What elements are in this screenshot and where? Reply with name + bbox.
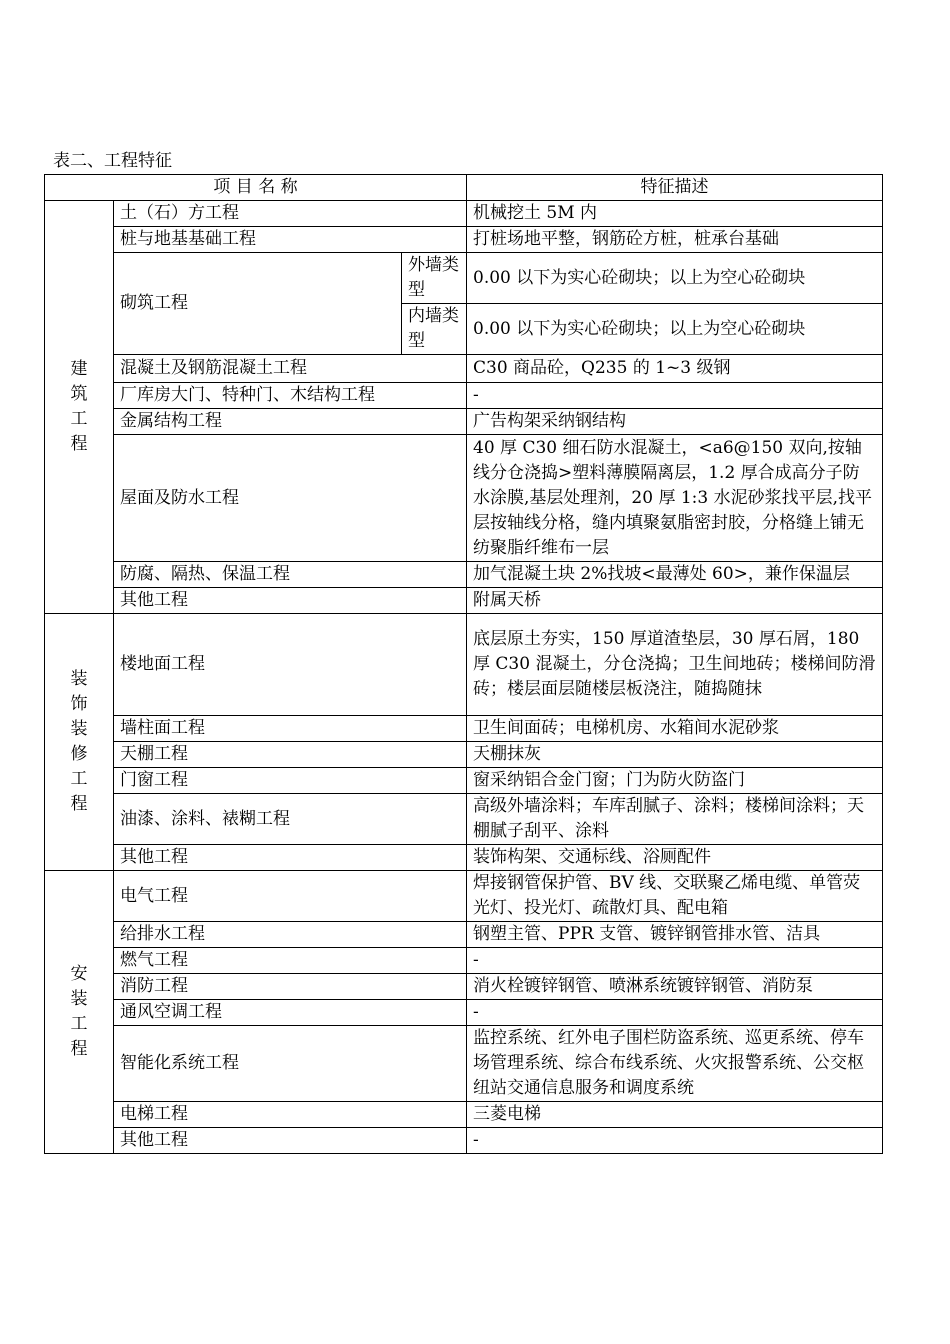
item-name: 智能化系统工程 bbox=[114, 1026, 467, 1102]
item-description: 消火栓镀锌钢管、喷淋系统镀锌钢管、消防泵 bbox=[467, 974, 883, 1000]
table-row bbox=[45, 922, 883, 948]
item-description: 加气混凝土块 2%找坡<最薄处 60>，兼作保温层 bbox=[467, 562, 883, 588]
item-name: 其他工程 bbox=[114, 1128, 467, 1154]
table-row bbox=[45, 948, 883, 974]
table-row bbox=[45, 871, 883, 922]
item-name: 墙柱面工程 bbox=[114, 716, 467, 742]
item-name: 电气工程 bbox=[114, 871, 467, 922]
sub-type-label: 内墙类型 bbox=[402, 304, 467, 355]
item-name: 金属结构工程 bbox=[114, 409, 467, 435]
item-description: 钢塑主管、PPR 支管、镀锌钢管排水管、洁具 bbox=[467, 922, 883, 948]
table-row bbox=[45, 1102, 883, 1128]
item-description: 卫生间面砖；电梯机房、水箱间水泥砂浆 bbox=[467, 716, 883, 742]
item-name: 混凝土及钢筋混凝土工程 bbox=[114, 355, 467, 383]
header-row bbox=[45, 175, 883, 201]
category-cell bbox=[45, 201, 114, 614]
table-row bbox=[45, 409, 883, 435]
table-row bbox=[45, 742, 883, 768]
item-description: 窗采纳铝合金门窗；门为防火防盗门 bbox=[467, 768, 883, 794]
item-name: 土（石）方工程 bbox=[114, 201, 467, 227]
item-description: 三菱电梯 bbox=[467, 1102, 883, 1128]
category-label: 装饰装修工程 bbox=[70, 669, 88, 814]
item-name: 屋面及防水工程 bbox=[114, 435, 467, 562]
item-description: - bbox=[467, 383, 883, 409]
table-row bbox=[45, 588, 883, 614]
item-name: 防腐、隔热、保温工程 bbox=[114, 562, 467, 588]
item-name: 消防工程 bbox=[114, 974, 467, 1000]
item-description: 高级外墙涂料；车库刮腻子、涂料；楼梯间涂料；天棚腻子刮平、涂料 bbox=[467, 794, 883, 845]
item-name: 给排水工程 bbox=[114, 922, 467, 948]
item-description: 天棚抹灰 bbox=[467, 742, 883, 768]
table-row bbox=[45, 1000, 883, 1026]
item-description: 0.00 以下为实心砼砌块；以上为空心砼砌块 bbox=[467, 253, 883, 304]
table-row bbox=[45, 768, 883, 794]
table-row bbox=[45, 435, 883, 562]
table-row bbox=[45, 201, 883, 227]
item-description: - bbox=[467, 1000, 883, 1026]
table-row bbox=[45, 1128, 883, 1154]
item-name: 燃气工程 bbox=[114, 948, 467, 974]
item-name: 电梯工程 bbox=[114, 1102, 467, 1128]
item-description: 底层原土夯实，150 厚道渣垫层，30 厚石屑，180 厚 C30 混凝土，分仓浇捣；卫生间地砖；楼梯间防滑砖；楼层面层随楼层板浇注，随捣随抹 bbox=[467, 614, 883, 716]
item-description: - bbox=[467, 948, 883, 974]
category-cell bbox=[45, 614, 114, 871]
category-cell bbox=[45, 871, 114, 1154]
item-description: 广告构架采纳钢结构 bbox=[467, 409, 883, 435]
item-description: 0.00 以下为实心砼砌块；以上为空心砼砌块 bbox=[467, 304, 883, 355]
item-name: 其他工程 bbox=[114, 588, 467, 614]
item-name: 门窗工程 bbox=[114, 768, 467, 794]
table-caption: 表二、工程特征 bbox=[53, 151, 172, 171]
table-row bbox=[45, 562, 883, 588]
item-name: 厂库房大门、特种门、木结构工程 bbox=[114, 383, 467, 409]
item-description: 机械挖土 5M 内 bbox=[467, 201, 883, 227]
item-name: 楼地面工程 bbox=[114, 614, 467, 716]
item-description: - bbox=[467, 1128, 883, 1154]
table-row bbox=[45, 614, 883, 716]
item-description: 焊接钢管保护管、BV 线、交联聚乙烯电缆、单管荧光灯、投光灯、疏散灯具、配电箱 bbox=[467, 871, 883, 922]
table-row bbox=[45, 383, 883, 409]
table-row bbox=[45, 845, 883, 871]
header-item-name: 项 目 名 称 bbox=[45, 175, 467, 201]
table-row bbox=[45, 716, 883, 742]
item-name: 砌筑工程 bbox=[114, 253, 402, 355]
table-row bbox=[45, 794, 883, 845]
sub-type-label: 外墙类型 bbox=[402, 253, 467, 304]
table-row bbox=[45, 1026, 883, 1102]
item-description: 40 厚 C30 细石防水混凝土，<a6@150 双向,按轴线分仓浇捣>塑料薄膜隔离层，1.2 厚合成高分子防水涂膜,基层处理剂，20 厚 1:3 水泥砂浆找平层,找平层按轴线分格，缝内填聚氨脂密封胶，分格缝上铺无纺聚脂纤维布一层 bbox=[467, 435, 883, 562]
item-name: 油漆、涂料、裱糊工程 bbox=[114, 794, 467, 845]
item-description: C30 商品砼，Q235 的 1~3 级钢 bbox=[467, 355, 883, 383]
item-name: 桩与地基基础工程 bbox=[114, 227, 467, 253]
table-row bbox=[45, 227, 883, 253]
item-description: 装饰构架、交通标线、浴厕配件 bbox=[467, 845, 883, 871]
header-description: 特征描述 bbox=[467, 175, 883, 201]
item-name: 天棚工程 bbox=[114, 742, 467, 768]
table-row bbox=[45, 974, 883, 1000]
feature-table bbox=[44, 174, 883, 1154]
table-row bbox=[45, 253, 883, 304]
category-label: 安装工程 bbox=[70, 964, 88, 1059]
item-name: 其他工程 bbox=[114, 845, 467, 871]
item-description: 打桩场地平整，钢筋砼方桩，桩承台基础 bbox=[467, 227, 883, 253]
item-name: 通风空调工程 bbox=[114, 1000, 467, 1026]
item-description: 监控系统、红外电子围栏防盗系统、巡更系统、停车场管理系统、综合布线系统、火灾报警系统、公交枢纽站交通信息服务和调度系统 bbox=[467, 1026, 883, 1102]
item-description: 附属天桥 bbox=[467, 588, 883, 614]
table-row bbox=[45, 355, 883, 383]
category-label: 建筑工程 bbox=[70, 359, 88, 454]
